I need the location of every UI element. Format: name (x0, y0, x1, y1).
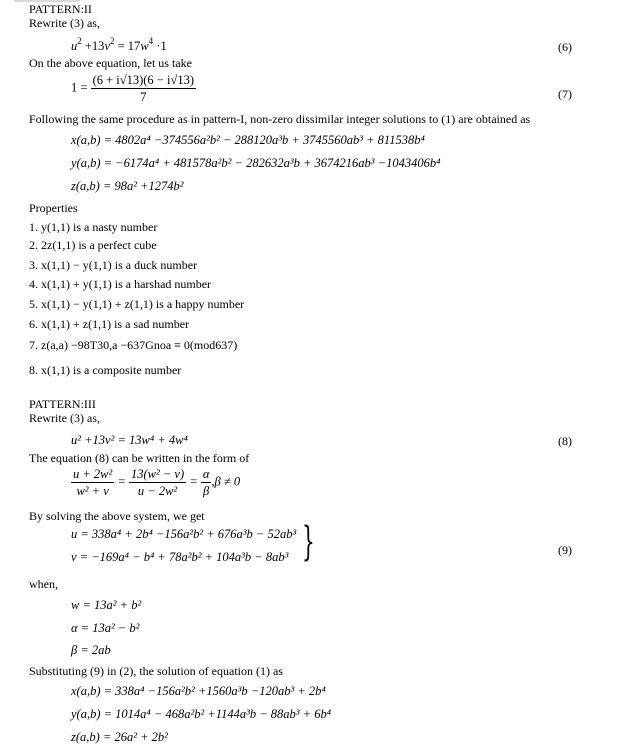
property-item: 2. 2z(1,1) is a perfect cube (29, 238, 157, 252)
beta-equation: β = 2ab (71, 643, 111, 657)
property-item: 3. x(1,1) − y(1,1) is a duck number (29, 258, 198, 272)
x-equation-p3: x(a,b) = 338a⁴ −156a²b² +1560a³b −120ab³ + 2b⁴ (71, 684, 326, 698)
equation-number-6: (6) (558, 40, 572, 54)
property-item: 1. y(1,1) is a nasty number (29, 220, 158, 234)
y-equation-p2: y(a,b) = −6174a⁴ + 481578a²b² − 282632a³b + 3674216ab³ −1043406b⁴ (71, 156, 441, 170)
pattern3-rewrite: Rewrite (3) as, (29, 411, 100, 425)
property-item: 4. x(1,1) + y(1,1) is a harshad number (29, 277, 212, 291)
right-brace: } (302, 519, 315, 565)
property-item: 5. x(1,1) − y(1,1) + z(1,1) is a happy number (29, 297, 245, 311)
property-item: 8. x(1,1) is a composite number (29, 363, 182, 377)
u-equation: u = 338a⁴ + 2b⁴ −156a²b² + 676a³b − 52ab³ (71, 527, 297, 541)
equation-6: $u^2 +13v^2 = 17w^4 \cdot 1$ (71, 36, 167, 53)
pattern3-heading: PATTERN:III (29, 397, 96, 411)
property-item: 7. z(a,a) −98T30,a −637Gnoa ≡ 0(mod637) (29, 338, 238, 352)
pattern2-rewrite: Rewrite (3) as, (29, 16, 100, 30)
y-equation-p3: y(a,b) = 1014a⁴ − 468a²b² +1144a³b − 88ab³ + 6b⁴ (71, 707, 332, 721)
property-item: 6. x(1,1) + z(1,1) is a sad number (29, 317, 190, 331)
z-equation-p2: z(a,b) = 98a² +1274b² (71, 179, 184, 193)
z-equation-p3: z(a,b) = 26a² + 2b² (71, 730, 168, 744)
equation-8: u² +13v² = 13w⁴ + 4w⁴ (71, 433, 188, 447)
equation-number-9: (9) (558, 543, 572, 557)
substituting-text: Substituting (9) in (2), the solution of equation (1) as (29, 664, 283, 678)
ratio-equation: $\frac{\text{u + 2w²}}{\text{w² + v}}$ = $\frac{\text{13(w² − v)}}{\text{u − 2w²}}$ = $\frac{\alpha}{\beta}$ ,β ≠ 0 (73, 467, 241, 498)
take-text: On the above equation, let us take (29, 56, 192, 70)
form-text: The equation (8) can be written in the form of (29, 451, 250, 465)
properties-heading: Properties (29, 201, 78, 215)
x-equation-p2: x(a,b) = 4802a⁴ −374556a²b² − 288120a³b + 3745560ab³ + 811538b⁴ (71, 133, 425, 147)
pattern2-heading: PATTERN:II (29, 2, 92, 16)
solving-text: By solving the above system, we get (29, 509, 205, 523)
when-text: when, (29, 577, 58, 591)
alpha-equation: α = 13a² − b² (71, 621, 140, 635)
following-text: Following the same procedure as in pattern-I, non-zero dissimilar integer solutions to (1) are obtained as (29, 112, 531, 126)
equation-number-7: (7) (558, 87, 572, 101)
w-equation: w = 13a² + b² (71, 598, 142, 612)
v-equation: v = −169a⁴ − b⁴ + 78a²b² + 104a³b − 8ab³ (71, 550, 289, 564)
equation-7: 1 = $\frac{(6 + i√13)(6 - i√13)}{7}$ (71, 73, 194, 104)
equation-number-8: (8) (558, 434, 572, 448)
